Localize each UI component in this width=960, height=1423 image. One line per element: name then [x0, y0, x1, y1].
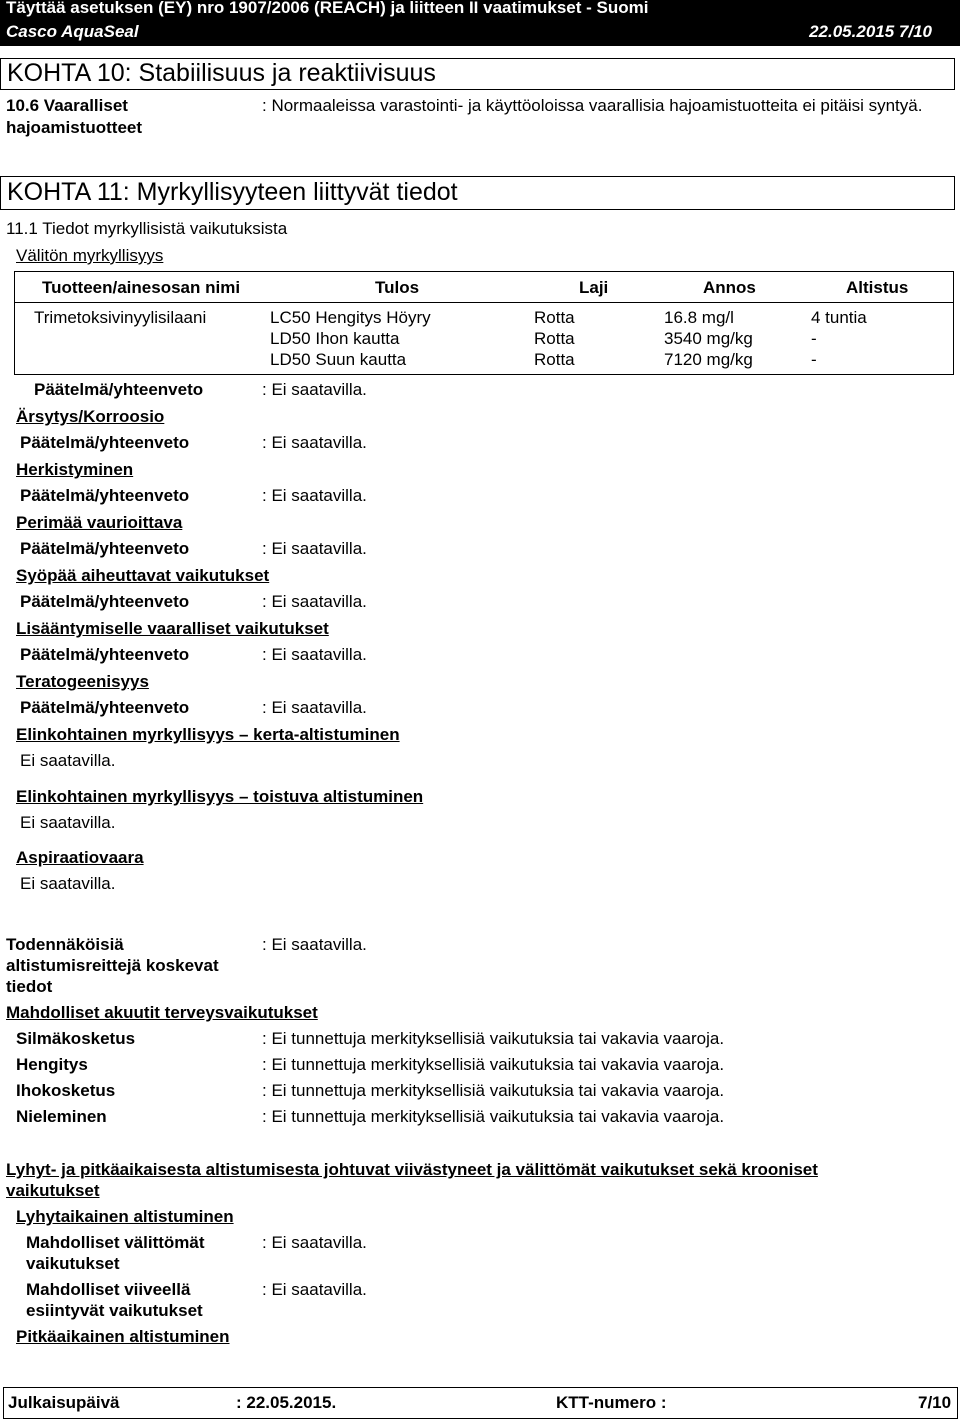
conclusion-label: Päätelmä/yhteenveto: [20, 698, 190, 717]
table-cell-species: Rotta: [534, 350, 575, 369]
decomposition-label-1: 10.6 Vaaralliset: [6, 96, 128, 115]
issue-date-value: : 22.05.2015.: [236, 1393, 337, 1412]
stot-single-heading: Elinkohtainen myrkyllisyys – kerta-altistuminen: [16, 725, 400, 744]
table-header-divider: [14, 302, 954, 303]
conclusion-value: : Ei saatavilla.: [262, 698, 367, 717]
delayed-heading-1: Lyhyt- ja pitkäaikaisesta altistumisesta johtuvat viivästyneet ja välittömät vaikutukset sekä krooniset: [6, 1160, 818, 1179]
table-cell-result: LD50 Ihon kautta: [270, 329, 400, 348]
delayed-label-2: esiintyvät vaikutukset: [26, 1301, 203, 1320]
conclusion-label: Päätelmä/yhteenveto: [20, 539, 190, 558]
routes-label-3: tiedot: [6, 977, 53, 996]
table-header-dose: Annos: [703, 278, 756, 297]
routes-value: : Ei saatavilla.: [262, 935, 367, 954]
table-header-exposure: Altistus: [846, 278, 909, 297]
table-cell-dose: 3540 mg/kg: [664, 329, 753, 348]
immediate-value: : Ei saatavilla.: [262, 1233, 367, 1252]
conclusion-value: : Ei saatavilla.: [262, 433, 367, 452]
aspiration-heading: Aspiraatiovaara: [16, 848, 144, 867]
decomposition-label-2: hajoamistuotteet: [6, 118, 143, 137]
table-cell-exposure: -: [811, 350, 817, 369]
conclusion-value: : Ei saatavilla.: [262, 380, 367, 399]
date-page: 22.05.2015 7/10: [809, 22, 932, 41]
table-cell-exposure: -: [811, 329, 817, 348]
section-10-title-box: [0, 58, 955, 90]
table-cell-exposure: 4 tuntia: [811, 308, 867, 327]
delayed-label-1: Mahdolliset viiveellä: [26, 1280, 191, 1299]
document-footer: [3, 1387, 958, 1419]
subsection-title: 11.1 Tiedot myrkyllisistä vaikutuksista: [6, 219, 288, 238]
table-cell-result: LC50 Hengitys Höyry: [270, 308, 431, 327]
conclusion-label: Päätelmä/yhteenveto: [20, 592, 190, 611]
reproductive-heading: Lisääntymiselle vaaralliset vaikutukset: [16, 619, 329, 638]
effect-label-inhalation: Hengitys: [16, 1055, 88, 1074]
regulation-title: Täyttää asetuksen (EY) nro 1907/2006 (REACH) ja liitteen II vaatimukset - Suomi: [6, 0, 649, 17]
conclusion-label: Päätelmä/yhteenveto: [34, 380, 204, 399]
table-header-species: Laji: [579, 278, 609, 297]
effect-value-skin: : Ei tunnettuja merkityksellisiä vaikutuksia tai vakavia vaaroja.: [262, 1081, 725, 1100]
carcinogenicity-heading: Syöpää aiheuttavat vaikutukset: [16, 566, 270, 585]
issue-date-label: Julkaisupäivä: [8, 1393, 120, 1412]
section-10-title: KOHTA 10: Stabiilisuus ja reaktiivisuus: [7, 59, 436, 87]
aspiration-value: Ei saatavilla.: [20, 874, 116, 893]
delayed-heading-2: vaikutukset: [6, 1181, 100, 1200]
conclusion-value: : Ei saatavilla.: [262, 645, 367, 664]
table-header-result: Tulos: [375, 278, 420, 297]
conclusion-value: : Ei saatavilla.: [262, 539, 367, 558]
conclusion-value: : Ei saatavilla.: [262, 592, 367, 611]
routes-label-1: Todennäköisiä: [6, 935, 124, 954]
section-11-title: KOHTA 11: Myrkyllisyyteen liittyvät tiedot: [7, 178, 458, 206]
irritation-heading: Ärsytys/Korroosio: [16, 407, 165, 426]
section-11-title-box: [0, 176, 955, 210]
table-cell-species: Rotta: [534, 329, 575, 348]
stot-repeated-heading: Elinkohtainen myrkyllisyys – toistuva altistuminen: [16, 787, 424, 806]
sensitisation-heading: Herkistyminen: [16, 460, 134, 479]
effect-value-inhalation: : Ei tunnettuja merkityksellisiä vaikutuksia tai vakavia vaaroja.: [262, 1055, 725, 1074]
mutagenicity-heading: Perimää vaurioittava: [16, 513, 183, 532]
conclusion-value: : Ei saatavilla.: [262, 486, 367, 505]
table-cell-dose: 16.8 mg/l: [664, 308, 734, 327]
ktt-number-label: KTT-numero :: [556, 1393, 667, 1412]
acute-effects-heading: Mahdolliset akuutit terveysvaikutukset: [6, 1003, 318, 1022]
routes-label-2: altistumisreittejä koskevat: [6, 956, 219, 975]
table-cell-result: LD50 Suun kautta: [270, 350, 407, 369]
table-cell-dose: 7120 mg/kg: [664, 350, 753, 369]
long-term-heading: Pitkäaikainen altistuminen: [16, 1327, 230, 1346]
table-cell-species: Rotta: [534, 308, 575, 327]
short-term-heading: Lyhytaikainen altistuminen: [16, 1207, 234, 1226]
page-number: 7/10: [918, 1393, 952, 1412]
conclusion-label: Päätelmä/yhteenveto: [20, 486, 190, 505]
effect-value-ingestion: : Ei tunnettuja merkityksellisiä vaikutuksia tai vakavia vaaroja.: [262, 1107, 725, 1126]
stot-single-value: Ei saatavilla.: [20, 751, 116, 770]
decomposition-value: : Normaaleissa varastointi- ja käyttöoloissa vaarallisia hajoamistuotteita ei pitäisi syntyä.: [262, 96, 923, 115]
effect-value-eyes: : Ei tunnettuja merkityksellisiä vaikutuksia tai vakavia vaaroja.: [262, 1029, 725, 1048]
table-substance: Trimetoksivinyylisilaani: [34, 308, 207, 327]
teratogenicity-heading: Teratogeenisyys: [16, 672, 149, 691]
document-header: [0, 0, 960, 46]
effect-label-skin: Ihokosketus: [16, 1081, 116, 1100]
acute-toxicity-heading: Välitön myrkyllisyys: [16, 246, 164, 265]
conclusion-label: Päätelmä/yhteenveto: [20, 645, 190, 664]
product-name: Casco AquaSeal: [6, 22, 139, 41]
table-header-name: Tuotteen/ainesosan nimi: [42, 278, 241, 297]
effect-label-eyes: Silmäkosketus: [16, 1029, 136, 1048]
delayed-value: : Ei saatavilla.: [262, 1280, 367, 1299]
conclusion-label: Päätelmä/yhteenveto: [20, 433, 190, 452]
effect-label-ingestion: Nieleminen: [16, 1107, 107, 1126]
immediate-label-1: Mahdolliset välittömät: [26, 1233, 205, 1252]
immediate-label-2: vaikutukset: [26, 1254, 120, 1273]
stot-repeated-value: Ei saatavilla.: [20, 813, 116, 832]
